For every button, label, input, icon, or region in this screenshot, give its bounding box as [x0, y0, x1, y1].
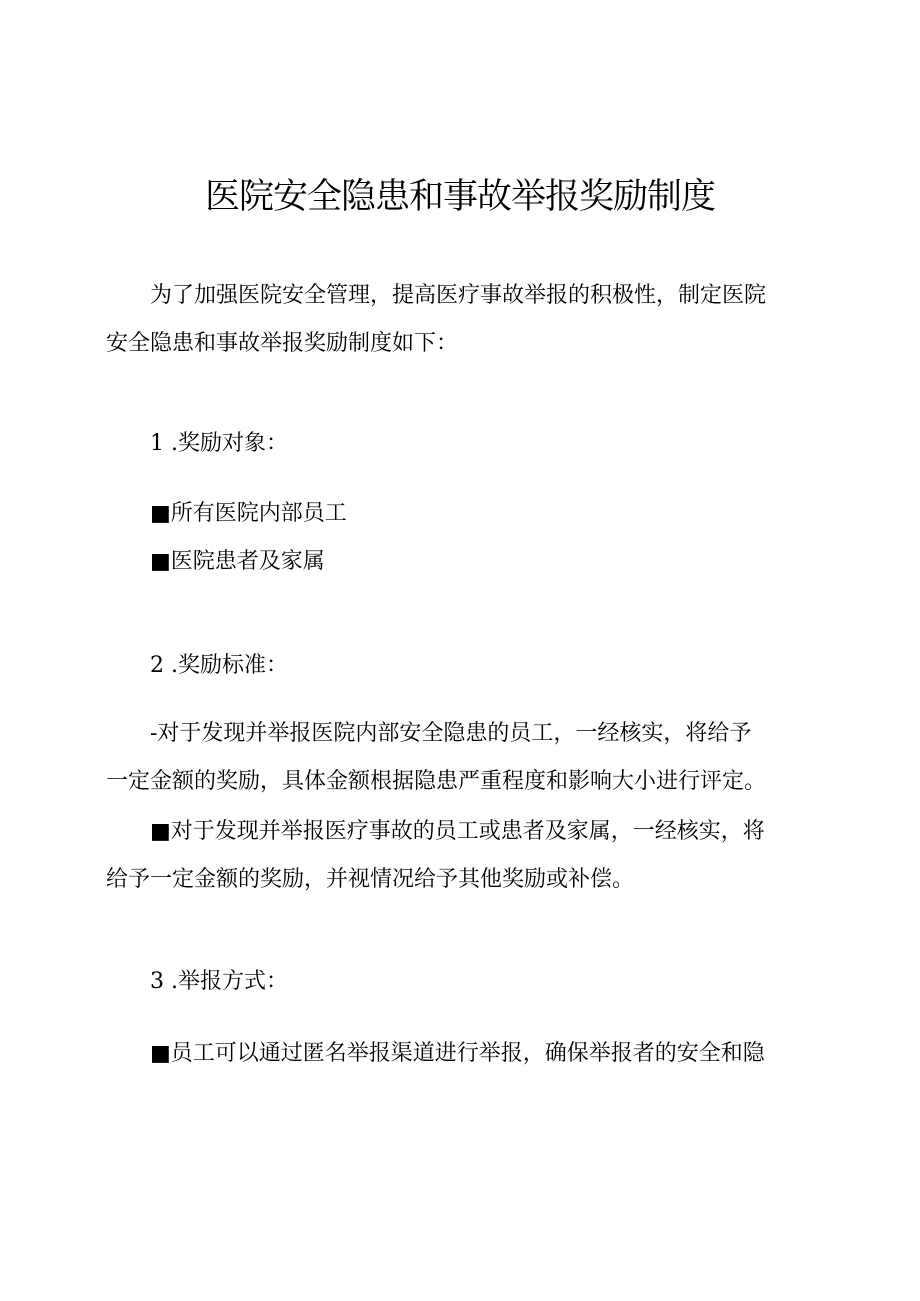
section-2-para-1-line-1: -对于发现并举报医院内部安全隐患的员工，一经核实，将给予 — [150, 721, 752, 746]
section-2-para-2-line-1: ■对于发现并举报医疗事故的员工或患者及家属，一经核实，将 — [150, 819, 765, 844]
section-1-item-staff: ■所有医院内部员工 — [150, 501, 347, 526]
section-2-para-2-line-2: 给予一定金额的奖励，并视情况给予其他奖励或补偿。 — [106, 867, 635, 892]
document-title: 医院安全隐患和事故举报奖励制度 — [204, 177, 715, 217]
section-1-heading: 1 .奖励对象： — [150, 431, 288, 456]
section-2-heading: 2 .奖励标准： — [150, 653, 288, 678]
intro-line-1: 为了加强医院安全管理，提高医疗事故举报的积极性，制定医院 — [150, 283, 767, 308]
section-1-item-patients: ■医院患者及家属 — [150, 549, 325, 574]
section-3-para-1-line-1: ■员工可以通过匿名举报渠道进行举报，确保举报者的安全和隐 — [150, 1041, 765, 1066]
intro-line-2: 安全隐患和事故举报奖励制度如下： — [106, 331, 459, 356]
section-2-para-1-line-2: 一定金额的奖励，具体金额根据隐患严重程度和影响大小进行评定。 — [106, 769, 767, 794]
section-3-heading: 3 .举报方式： — [150, 969, 288, 994]
